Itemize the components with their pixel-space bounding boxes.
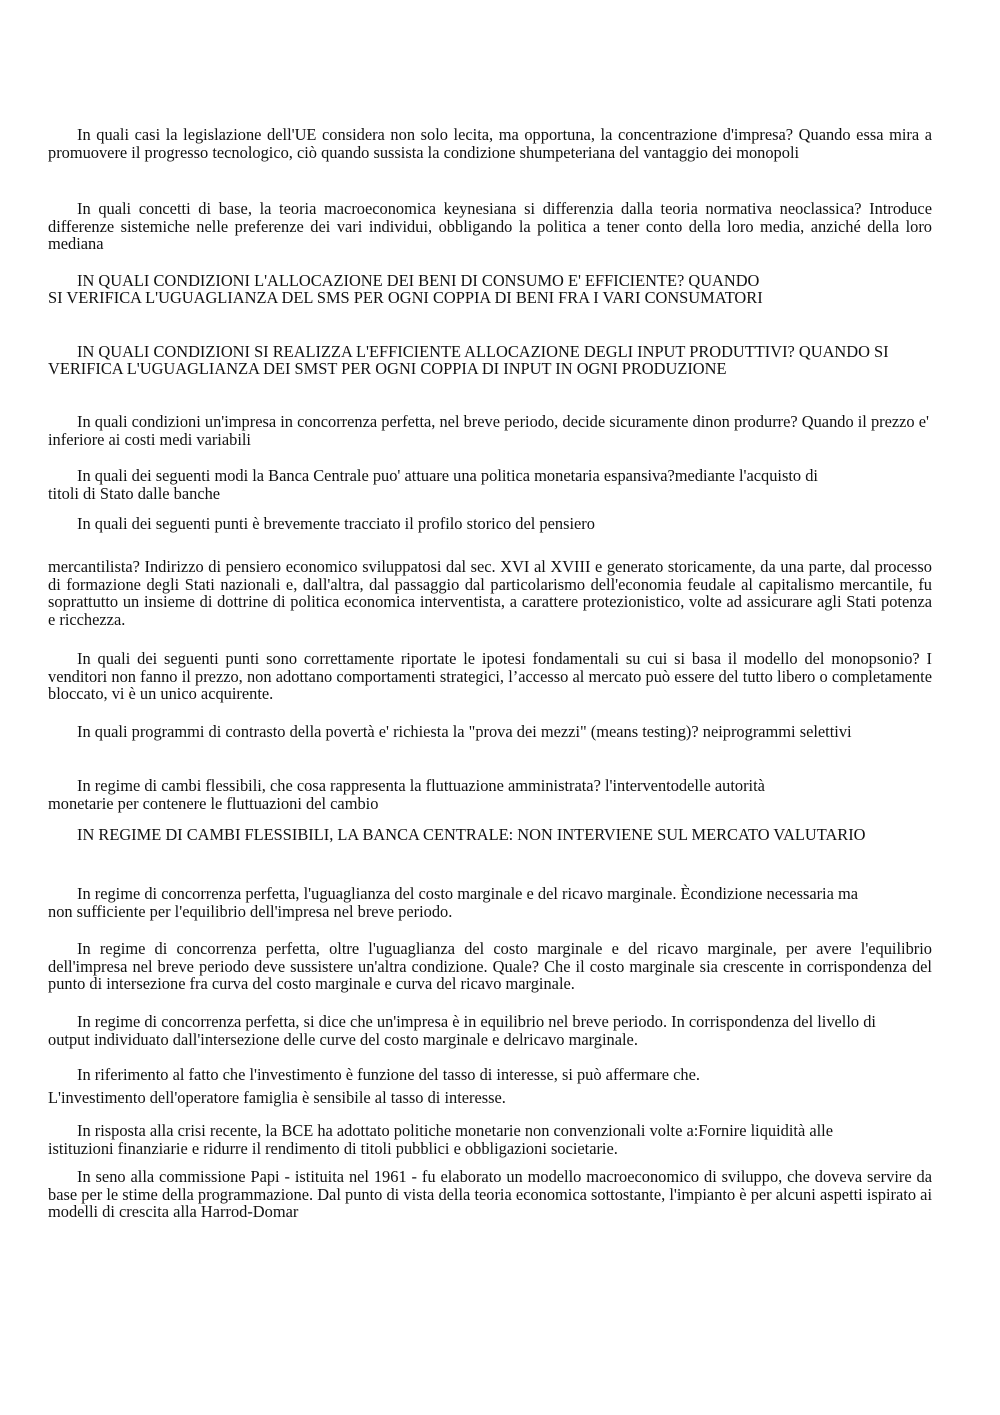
paragraph-papi-commission: In seno alla commissione Papi - istituita nel 1961 - fu elaborato un modello macroeconomico di sviluppo, che doveva servire da base per le stime della programmazione. Dal punto di vista della teoria economica sottostante, l'impianto è per alcuni aspetti ispirato ai modelli di crescita alla Harrod-Domar: [48, 1167, 932, 1222]
paragraph-monopsony: In quali dei seguenti punti sono correttamente riportate le ipotesi fondamentali su cui si basa il modello del monopsonio? I venditori non fanno il prezzo, non adottano comportamenti strategici, l’accesso al mercato può essere del tutto libero o completamente bloccato, vi è un unico acquirente.: [48, 649, 932, 704]
paragraph-mercantilism-answer: mercantilista? Indirizzo di pensiero economico sviluppatosi dal sec. XVI al XVIII e generato storicamente, da una parte, dal processo di formazione degli Stati nazionali e, dall'altra, dal passaggio dal particolarismo dell'economia feudale al capitalismo mercantile, fu soprattutto un insieme di dottrine di politica economica interventista, a carattere protezionistico, volte ad assicurare agli Stati potenza e ricchezza.: [48, 557, 932, 629]
paragraph-short-run-production: In quali condizioni un'impresa in concorrenza perfetta, nel breve periodo, decide sicuramente dinon produrre? Quando il prezzo e' inferiore ai costi medi variabili: [48, 412, 929, 449]
paragraph-short-run-equilibrium: In regime di concorrenza perfetta, si dice che un'impresa è in equilibrio nel breve periodo. In corrispondenza del livello di output individuato dall'intersezione delle curve del costo marginale e delricavo marginale.: [48, 1012, 876, 1049]
paragraph-ecb-policy: In risposta alla crisi recente, la BCE ha adottato politiche monetarie non convenzionali volte a:Fornire liquidità alle istituzioni finanziarie e ridurre il rendimento di titoli pubblici e obbligazioni societarie.: [48, 1121, 834, 1158]
paragraph-equilibrium-condition: In regime di concorrenza perfetta, oltre l'uguaglianza del costo marginale e del ricavo marginale, per avere l'equilibrio dell'impresa nel breve periodo deve sussistere un'altra condizione. Quale? Che il costo marginale sia crescente in corrispondenza del punto di intersezione fra curva del costo marginale e curva del ricavo marginale.: [48, 939, 932, 994]
paragraph-input-allocation: IN QUALI CONDIZIONI SI REALIZZA L'EFFICIENTE ALLOCAZIONE DEGLI INPUT PRODUTTIVI? QUANDO SI VERIFICA L'UGUAGLIANZA DEI SMST PER OGNI COPPIA DI INPUT IN OGNI PRODUZIONE: [48, 342, 889, 378]
paragraph-investment-interest: In riferimento al fatto che l'investimento è funzione del tasso di interesse, si può affermare che. L'investimento dell'operatore famiglia è sensibile al tasso di interesse.: [48, 1065, 700, 1107]
paragraph-managed-float: In regime di cambi flessibili, che cosa rappresenta la fluttuazione amministrata? l'interventodelle autorità monetarie per contenere le fluttuazioni del cambio: [48, 776, 765, 813]
paragraph-mercantilism-question: In quali dei seguenti punti è brevemente tracciato il profilo storico del pensiero: [77, 514, 595, 533]
paragraph-keynesian-theory: In quali concetti di base, la teoria macroeconomica keynesiana si differenzia dalla teoria normativa neoclassica? Introduce differenze sistemiche nelle preferenze dei vari individui, obbligando la politica a tener conto della loro media, anziché della loro mediana: [48, 199, 932, 254]
paragraph-expansive-monetary-policy: In quali dei seguenti modi la Banca Centrale puo' attuare una politica monetaria espansiva?mediante l'acquisto di titoli di Stato dalle banche: [48, 466, 818, 503]
paragraph-marginal-equality: In regime di concorrenza perfetta, l'uguaglianza del costo marginale e del ricavo marginale. Ècondizione necessaria ma non sufficiente per l'equilibrio dell'impresa nel breve periodo.: [48, 884, 859, 921]
paragraph-consumer-allocation: IN QUALI CONDIZIONI L'ALLOCAZIONE DEI BENI DI CONSUMO E' EFFICIENTE? QUANDO SI VERIFICA L'UGUAGLIANZA DEL SMS PER OGNI COPPIA DI BENI FRA I VARI CONSUMATORI: [48, 271, 763, 307]
paragraph-means-testing: In quali programmi di contrasto della povertà e' richiesta la "prova dei mezzi" (means testing)? neiprogrammi selettivi: [77, 722, 852, 741]
paragraph-central-bank-flexible: IN REGIME DI CAMBI FLESSIBILI, LA BANCA CENTRALE: NON INTERVIENE SUL MERCATO VALUTARIO: [77, 825, 866, 844]
paragraph-ue-concentration: In quali casi la legislazione dell'UE considera non solo lecita, ma opportuna, la concentrazione d'impresa? Quando essa mira a promuovere il progresso tecnologico, ciò quando sussista la condizione shumpeteriana del vantaggio dei monopoli: [48, 125, 932, 162]
